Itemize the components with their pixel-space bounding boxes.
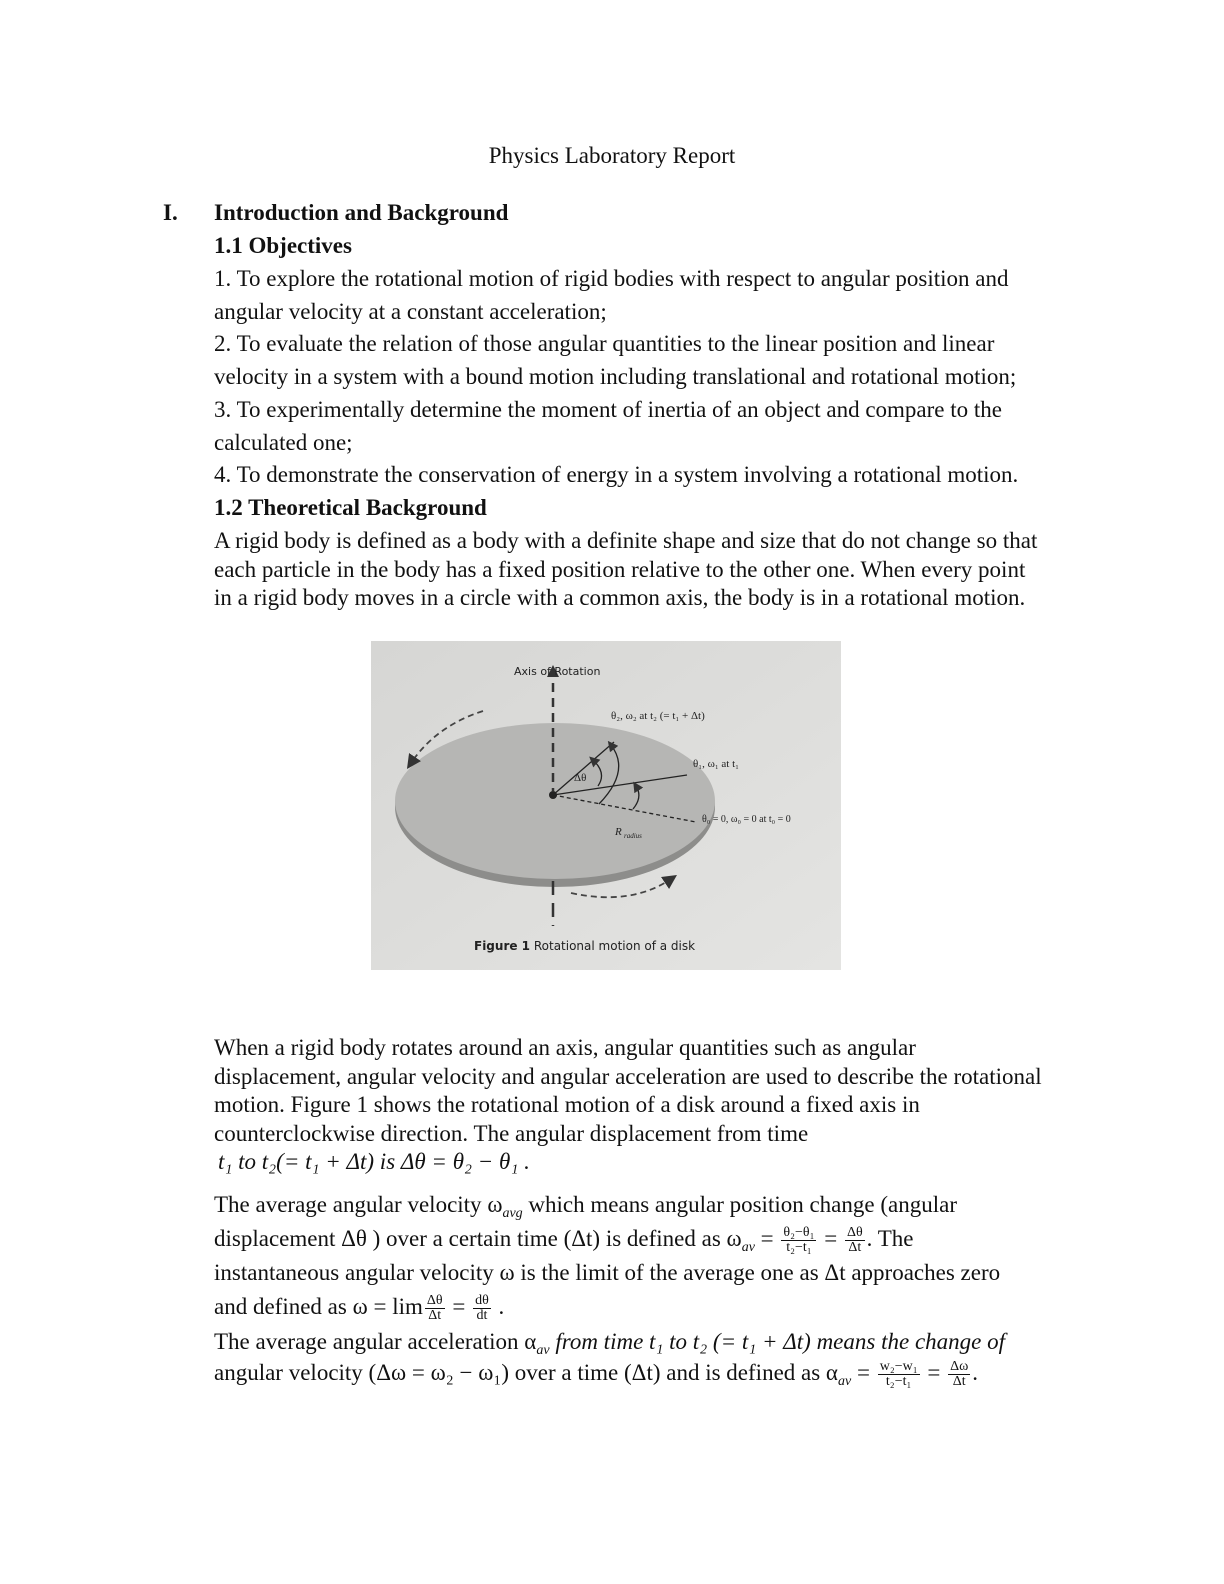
subscript: av xyxy=(741,1240,755,1255)
avg-velocity-paragraph xyxy=(214,1188,1094,1324)
equals: = xyxy=(754,1226,780,1251)
axis-label: Axis of Rotation xyxy=(514,665,601,678)
fraction xyxy=(845,1226,865,1255)
section-number: I. xyxy=(163,200,178,225)
text-span: which means angular position change (angular xyxy=(522,1192,957,1217)
objective-line: calculated one; xyxy=(214,429,353,455)
denominator: Δt xyxy=(952,1374,966,1390)
angular-quantities-paragraph xyxy=(214,1034,1094,1177)
equals: = xyxy=(446,1294,472,1319)
rigid-body-paragraph xyxy=(214,527,1094,613)
equals: = xyxy=(921,1360,947,1385)
equals: = xyxy=(818,1226,843,1251)
objective-line: 1. To explore the rotational motion of rigid bodies with respect to angular position and xyxy=(214,266,1009,291)
paragraph-line: each particle in the body has a fixed position relative to the other one. When every point xyxy=(214,556,1026,582)
objectives-list xyxy=(214,263,1094,492)
paragraph-line: A rigid body is defined as a body with a definite shape and size that do not change so that xyxy=(214,528,1038,553)
disk-diagram xyxy=(371,641,841,970)
paragraph-line: displacement, angular velocity and angular acceleration are used to describe the rotational xyxy=(214,1063,1042,1089)
subscript: av xyxy=(536,1343,550,1358)
figure-rotational-disk xyxy=(371,641,841,970)
theta1-label: θ₁, ω₁ at t₁ xyxy=(693,758,740,770)
paragraph-line: When a rigid body rotates around an axis, angular quantities such as angular xyxy=(214,1035,916,1060)
text-span: The average angular acceleration α xyxy=(214,1329,537,1354)
numerator: θ₂−θ₁ xyxy=(783,1225,815,1241)
delta-theta-label: Δθ xyxy=(574,772,587,784)
denominator: t₂−t₁ xyxy=(786,1240,812,1256)
objectives-heading: 1.1 Objectives xyxy=(214,233,352,258)
theta0-label: θ₀ = 0, ω₀ = 0 at t₀ = 0 xyxy=(702,814,791,825)
paragraph-line: counterclockwise direction. The angular displacement from time xyxy=(214,1120,809,1146)
denominator: Δt xyxy=(848,1240,862,1256)
text-span: . xyxy=(972,1360,979,1385)
denominator: t₂−t₁ xyxy=(885,1374,912,1390)
theta2-label: θ₂, ω₂ at t₂ (= t₁ + Δt) xyxy=(611,710,705,722)
paragraph-line xyxy=(214,1290,1094,1324)
numerator: Δθ xyxy=(426,1293,443,1309)
fraction xyxy=(878,1360,920,1389)
text-span: The average angular velocity xyxy=(214,1192,488,1217)
denominator: dt xyxy=(476,1308,488,1324)
numerator: w₂−w₁ xyxy=(879,1359,918,1375)
subscript: av xyxy=(838,1374,852,1389)
numerator: dθ xyxy=(475,1293,489,1309)
text-span: . The xyxy=(866,1226,914,1251)
numerator: Δω xyxy=(950,1359,969,1375)
paragraph-line: motion. Figure 1 shows the rotational motion of a disk around a fixed axis in xyxy=(214,1092,920,1117)
fraction xyxy=(473,1294,491,1323)
text-span: . xyxy=(492,1294,505,1319)
paragraph-line xyxy=(214,1357,1094,1389)
text-span: and defined as ω = lim xyxy=(214,1294,423,1319)
paragraph-line: instantaneous angular velocity ω is the limit of the average one as Δt approaches zero xyxy=(214,1260,1001,1285)
radius-sub-label: radius xyxy=(624,832,642,840)
radius-label: R xyxy=(615,826,622,838)
denominator: Δt xyxy=(428,1308,442,1324)
figure-caption: Figure 1 Rotational motion of a disk xyxy=(474,939,696,953)
objective-line: 2. To evaluate the relation of those angular quantities to the linear position and linear xyxy=(214,331,995,357)
document-title: Physics Laboratory Report xyxy=(488,143,736,168)
text-span: displacement Δθ ) over a certain time (Δt) is defined as ω xyxy=(214,1226,742,1251)
paragraph-line: in a rigid body moves in a circle with a common axis, the body is in a rotational motion. xyxy=(214,585,1026,610)
text-span: angular velocity (Δω = ω₂ − ω₁) over a time (Δt) and is defined as α xyxy=(214,1360,838,1385)
objective-line: 3. To experimentally determine the moment of inertia of an object and compare to the xyxy=(214,396,1002,422)
paragraph-line xyxy=(214,1326,1094,1357)
numerator: Δθ xyxy=(846,1225,863,1241)
background-heading: 1.2 Theoretical Background xyxy=(214,495,487,520)
displacement-equation: t₁ to t₂(= t₁ + Δt) is Δθ = θ₂ − θ₁ . xyxy=(218,1149,530,1174)
fraction xyxy=(948,1360,970,1389)
avg-acceleration-paragraph xyxy=(214,1326,1094,1389)
equals: = xyxy=(851,1360,876,1385)
section-heading: Introduction and Background xyxy=(214,200,509,225)
omega-symbol: ω xyxy=(487,1192,503,1217)
objective-line: velocity in a system with a bound motion including translational and rotational motion; xyxy=(214,364,1017,390)
fraction xyxy=(425,1294,445,1323)
paragraph-line xyxy=(214,1222,1094,1256)
objective-line: angular velocity at a constant acceleration; xyxy=(214,298,607,324)
objective-line: 4. To demonstrate the conservation of energy in a system involving a rotational motion. xyxy=(214,462,1019,488)
fraction xyxy=(781,1226,816,1255)
subscript: avg xyxy=(502,1206,523,1221)
text-span: from time t₁ to t₂ (= t₁ + Δt) means the change of xyxy=(549,1329,1005,1354)
paragraph-line xyxy=(214,1188,1094,1222)
